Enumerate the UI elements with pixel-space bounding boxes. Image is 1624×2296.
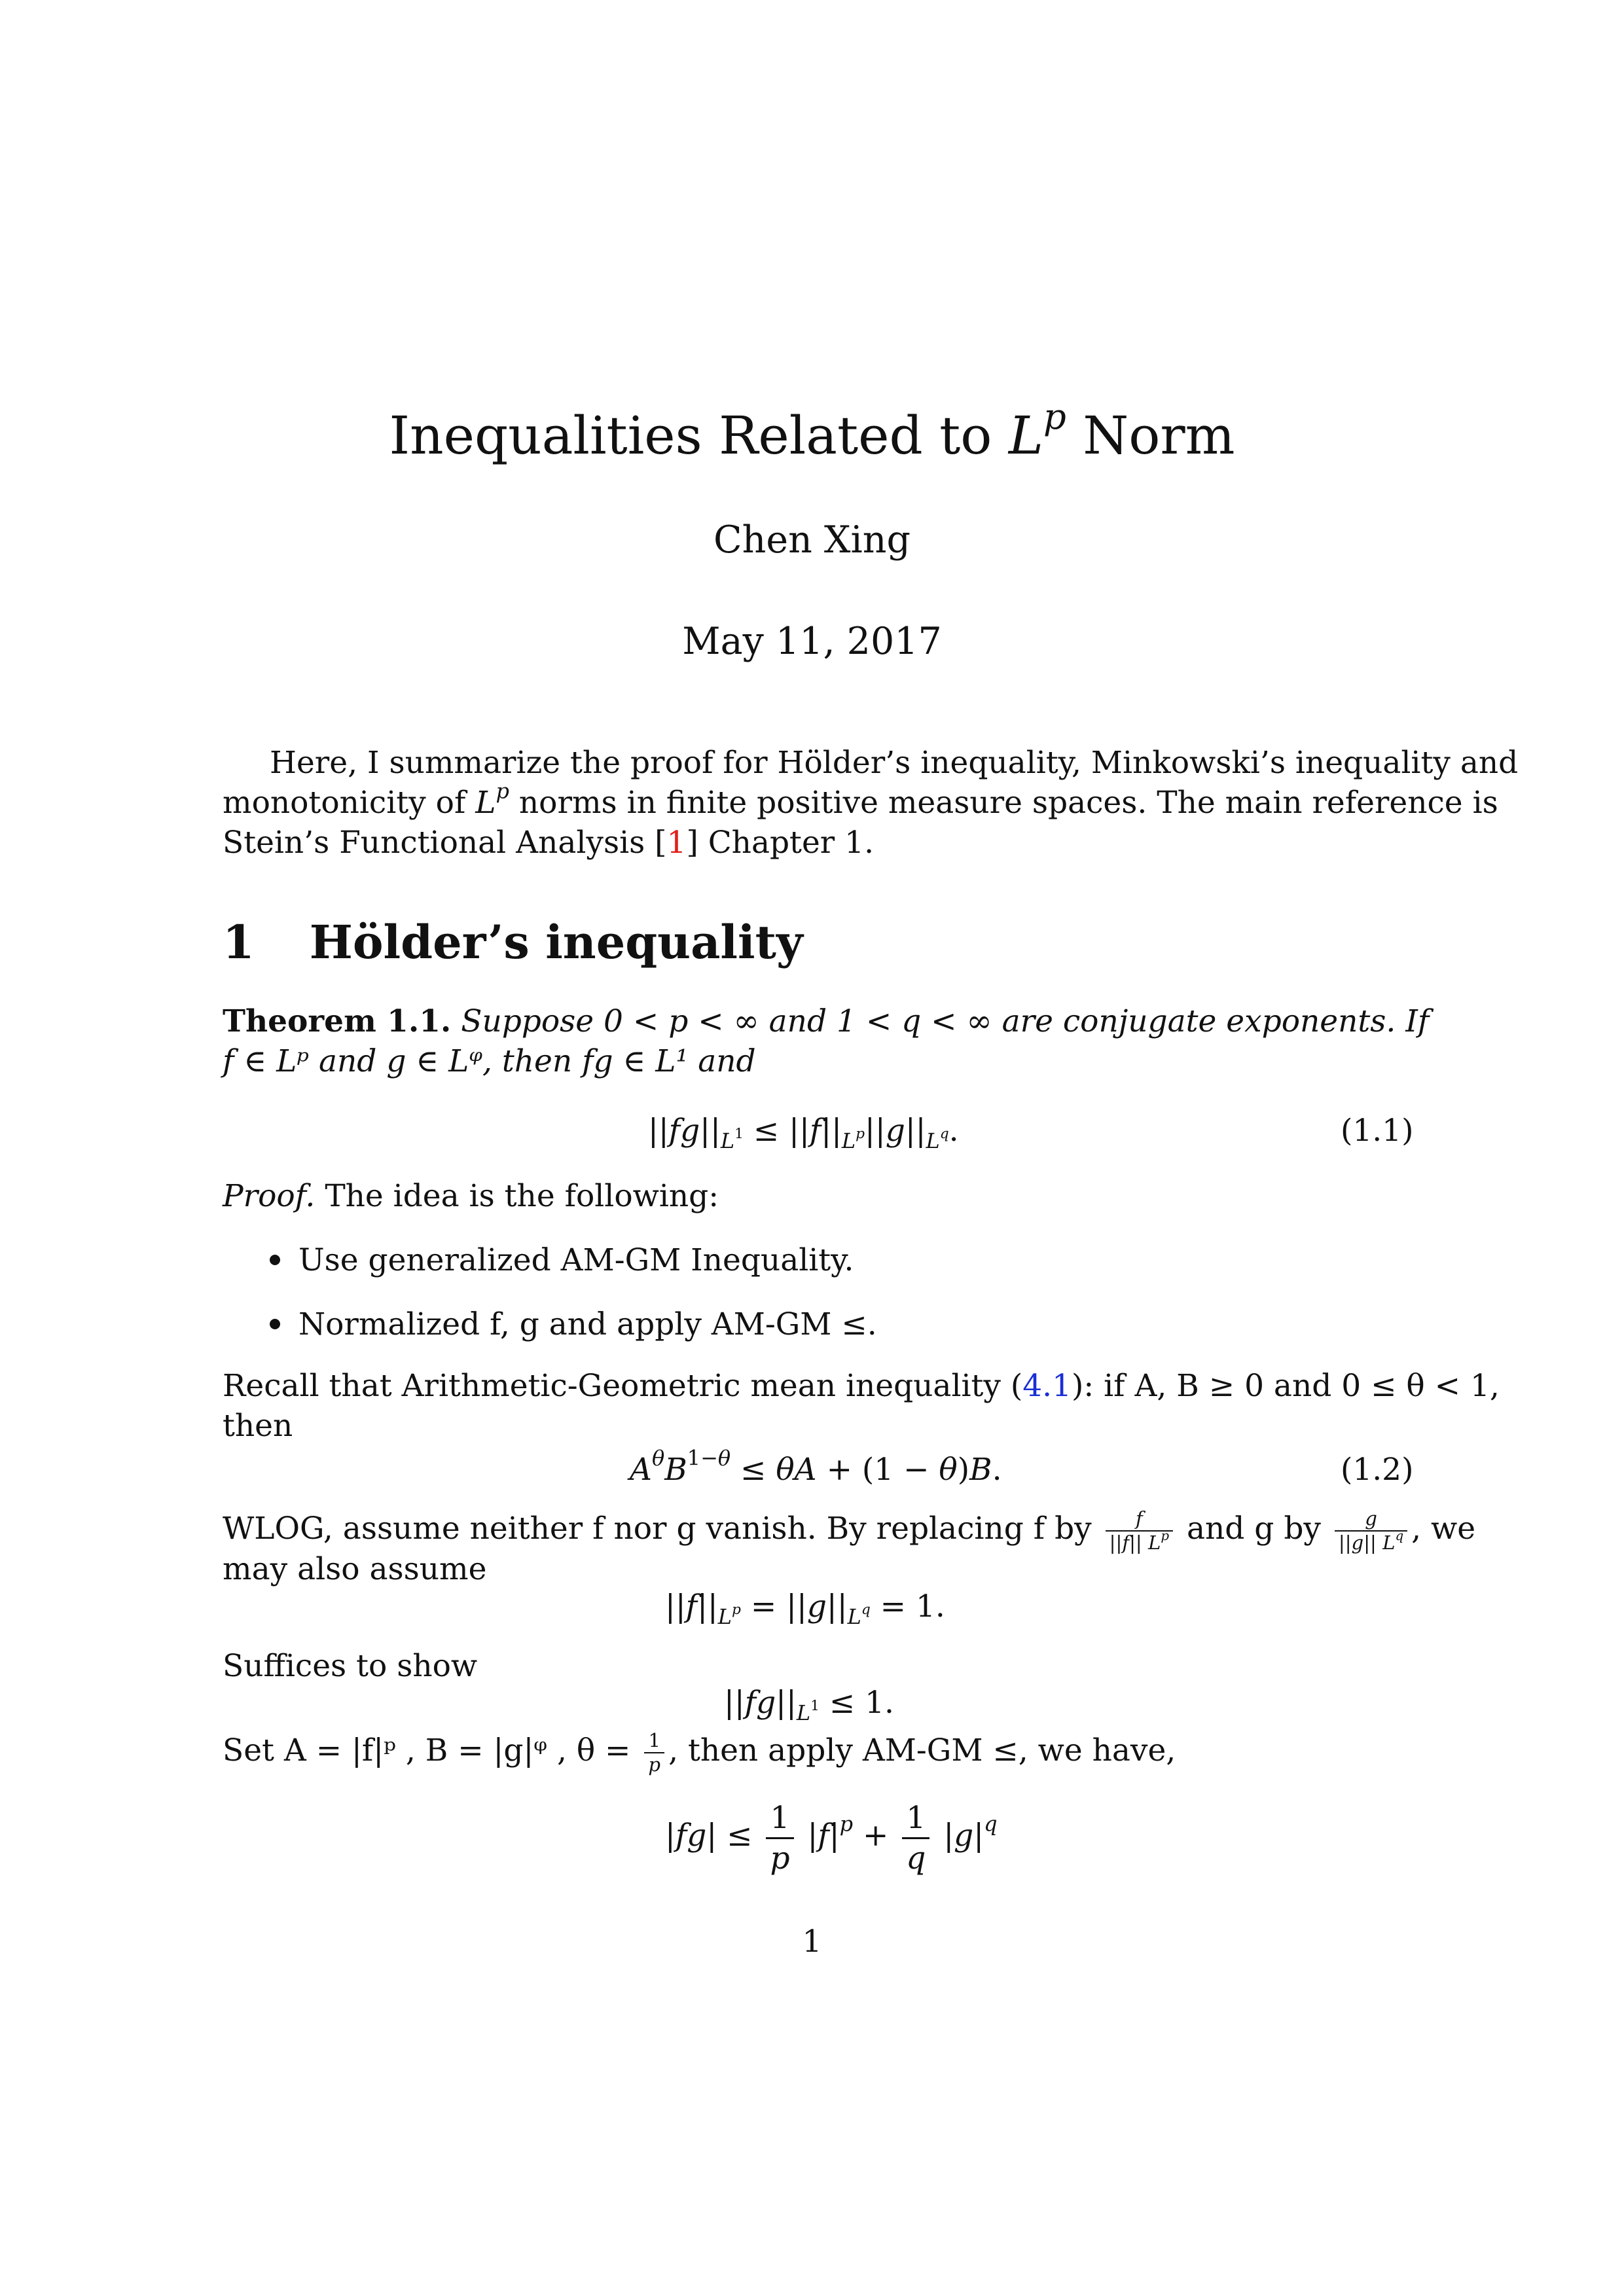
- section-title: Hölder’s inequality: [309, 915, 803, 969]
- abstract-line-1: Here, I summarize the proof for Hölder’s inequality, Minkowski’s inequality and: [270, 745, 1519, 781]
- may-assume-text: may also assume: [223, 1551, 487, 1587]
- bullet-item-2: Normalized f, g and apply AM-GM ≤.: [270, 1304, 877, 1344]
- one-over-p-large: $\frac{1}{p}$: [766, 1803, 793, 1874]
- equation-suffices: $||fg||_{L^1} \le 1$.: [724, 1685, 894, 1726]
- theorem-line-2: f ∈ Lᵖ and g ∈ Lᵠ, then fg ∈ L¹ and: [223, 1043, 756, 1079]
- bullet-item-1: Use generalized AM-GM Inequality.: [270, 1240, 854, 1280]
- normalized-g-fraction: $\frac{g}{||g|| L^q}$: [1335, 1509, 1407, 1552]
- wlog-line: WLOG, assume neither f nor g vanish. By replacing f by $\frac{f}{||f|| L^p}$ and g by $\frac{g}{||g|| L^q}$ , we: [223, 1507, 1476, 1554]
- equation-number-1-1: (1.1): [1341, 1113, 1414, 1149]
- equation-1-1: $||fg||_{L^1} \le ||f||_{L^p}||g||_{L^q}$.: [648, 1113, 959, 1154]
- page-number: 1: [802, 1924, 822, 1960]
- author: Chen Xing: [713, 518, 911, 562]
- bullet-icon: [270, 1319, 280, 1329]
- date: May 11, 2017: [682, 620, 942, 663]
- abstract-line-3: Stein’s Functional Analysis [1] Chapter 1.: [223, 825, 875, 861]
- recall-line: Recall that Arithmetic-Geometric mean inequality (4.1): if A, B ≥ 0 and 0 ≤ θ < 1,: [223, 1368, 1500, 1404]
- set-line: Set A = |f|ᵖ , B = |g|ᵠ , θ = $\frac{1}{p}$ , then apply AM-GM ≤, we have,: [223, 1729, 1176, 1776]
- proof-intro: Proof. The idea is the following:: [223, 1178, 719, 1214]
- equation-number-1-2: (1.2): [1341, 1452, 1414, 1488]
- theorem-line-1: Theorem 1.1. Suppose 0 < p < ∞ and 1 < q < ∞ are conjugate exponents. If: [223, 1003, 1430, 1039]
- suffices-text: Suffices to show: [223, 1648, 478, 1684]
- bullet-icon: [270, 1255, 280, 1265]
- theorem-label: Theorem 1.1.: [223, 1003, 452, 1039]
- section-number: 1: [223, 915, 255, 969]
- paper-title: Inequalities Related to $L^p$ Norm: [389, 395, 1235, 466]
- equation-normalized: $||f||_{L^p} = ||g||_{L^q} = 1$.: [665, 1588, 945, 1630]
- citation-link[interactable]: 1: [666, 825, 687, 861]
- then-text: then: [223, 1408, 293, 1444]
- equation-amgm: |fg| ≤ $\frac{1}{p}$ $|f|^p$ + $\frac{1}{q}$ $|g|^q$: [665, 1799, 998, 1876]
- section-heading: [223, 915, 803, 970]
- one-over-p-fraction: $\frac{1}{p}$: [644, 1731, 664, 1774]
- abstract-line-2: monotonicity of $L^p$ norms in finite positive measure spaces. The main reference is: [223, 778, 1498, 821]
- one-over-q-large: $\frac{1}{q}$: [902, 1803, 929, 1874]
- equation-1-2: $A^\theta B^{1-\theta} \le \theta A + (1 - \theta)B$.: [630, 1445, 1002, 1488]
- proof-label: Proof.: [223, 1178, 316, 1214]
- equation-ref-link[interactable]: 4.1: [1022, 1368, 1072, 1404]
- normalized-f-fraction: $\frac{f}{||f|| L^p}$: [1106, 1509, 1173, 1552]
